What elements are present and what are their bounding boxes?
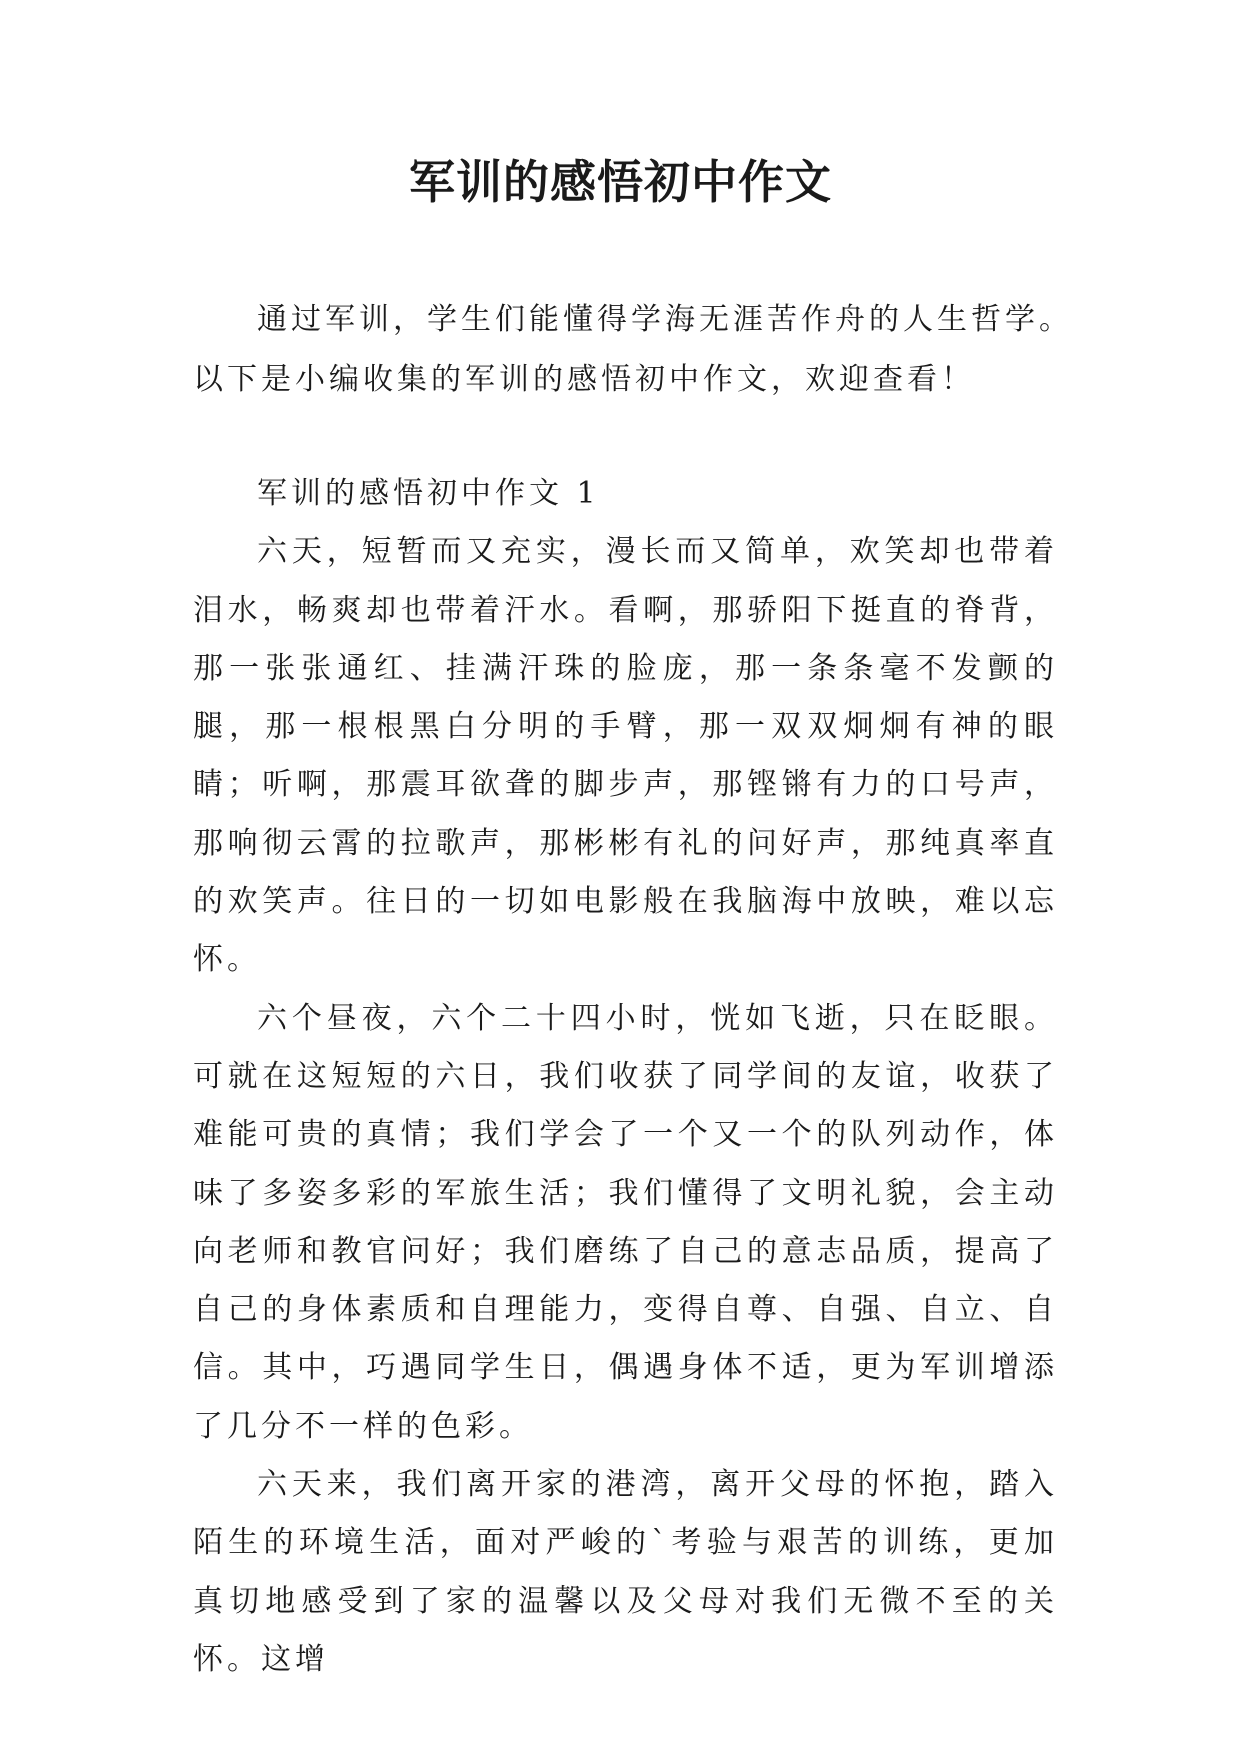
paragraph: 六天来，我们离开家的港湾，离开父母的怀抱，踏入陌生的环境生活，面对严峻的`考验与艰苦的训练，更加真切地感受到了家的温馨以及父母对我们无微不至的关怀。这增 [193,1467,1058,1677]
paragraph: 六个昼夜，六个二十四小时，恍如飞逝，只在眨眼。可就在这短短的六日，我们收获了同学间的友谊，收获了难能可贵的真情；我们学会了一个又一个的队列动作，体味了多姿多彩的军旅生活；我们懂得了文明礼貌，会主动向老师和教官问好；我们磨练了自己的意志品质，提高了自己的身体素质和自理能力，变得自尊、自强、自立、自信。其中，巧遇同学生日，偶遇身体不适，更为军训增添了几分不一样的色彩。 [193,1000,1058,1444]
section-heading: 军训的感悟初中作文 1 [257,476,600,511]
intro-paragraph: 通过军训，学生们能懂得学海无涯苦作舟的人生哲学。以下是小编收集的军训的感悟初中作文，欢迎查看！ [193,302,1073,397]
paragraph: 六天，短暂而又充实，漫长而又简单，欢笑却也带着泪水，畅爽却也带着汗水。看啊，那骄阳下挺直的脊背，那一张张通红、挂满汗珠的脸庞，那一条条毫不发颤的腿，那一根根黑白分明的手臂，那一双双炯炯有神的眼睛；听啊，那震耳欲聋的脚步声，那铿锵有力的口号声，那响彻云霄的拉歌声，那彬彬有礼的问好声，那纯真率直的欢笑声。往日的一切如电影般在我脑海中放映，难以忘怀。 [193,534,1058,978]
document-title: 军训的感悟初中作文 [409,155,832,209]
article-body [193,465,1058,1689]
intro-block [193,290,1073,410]
